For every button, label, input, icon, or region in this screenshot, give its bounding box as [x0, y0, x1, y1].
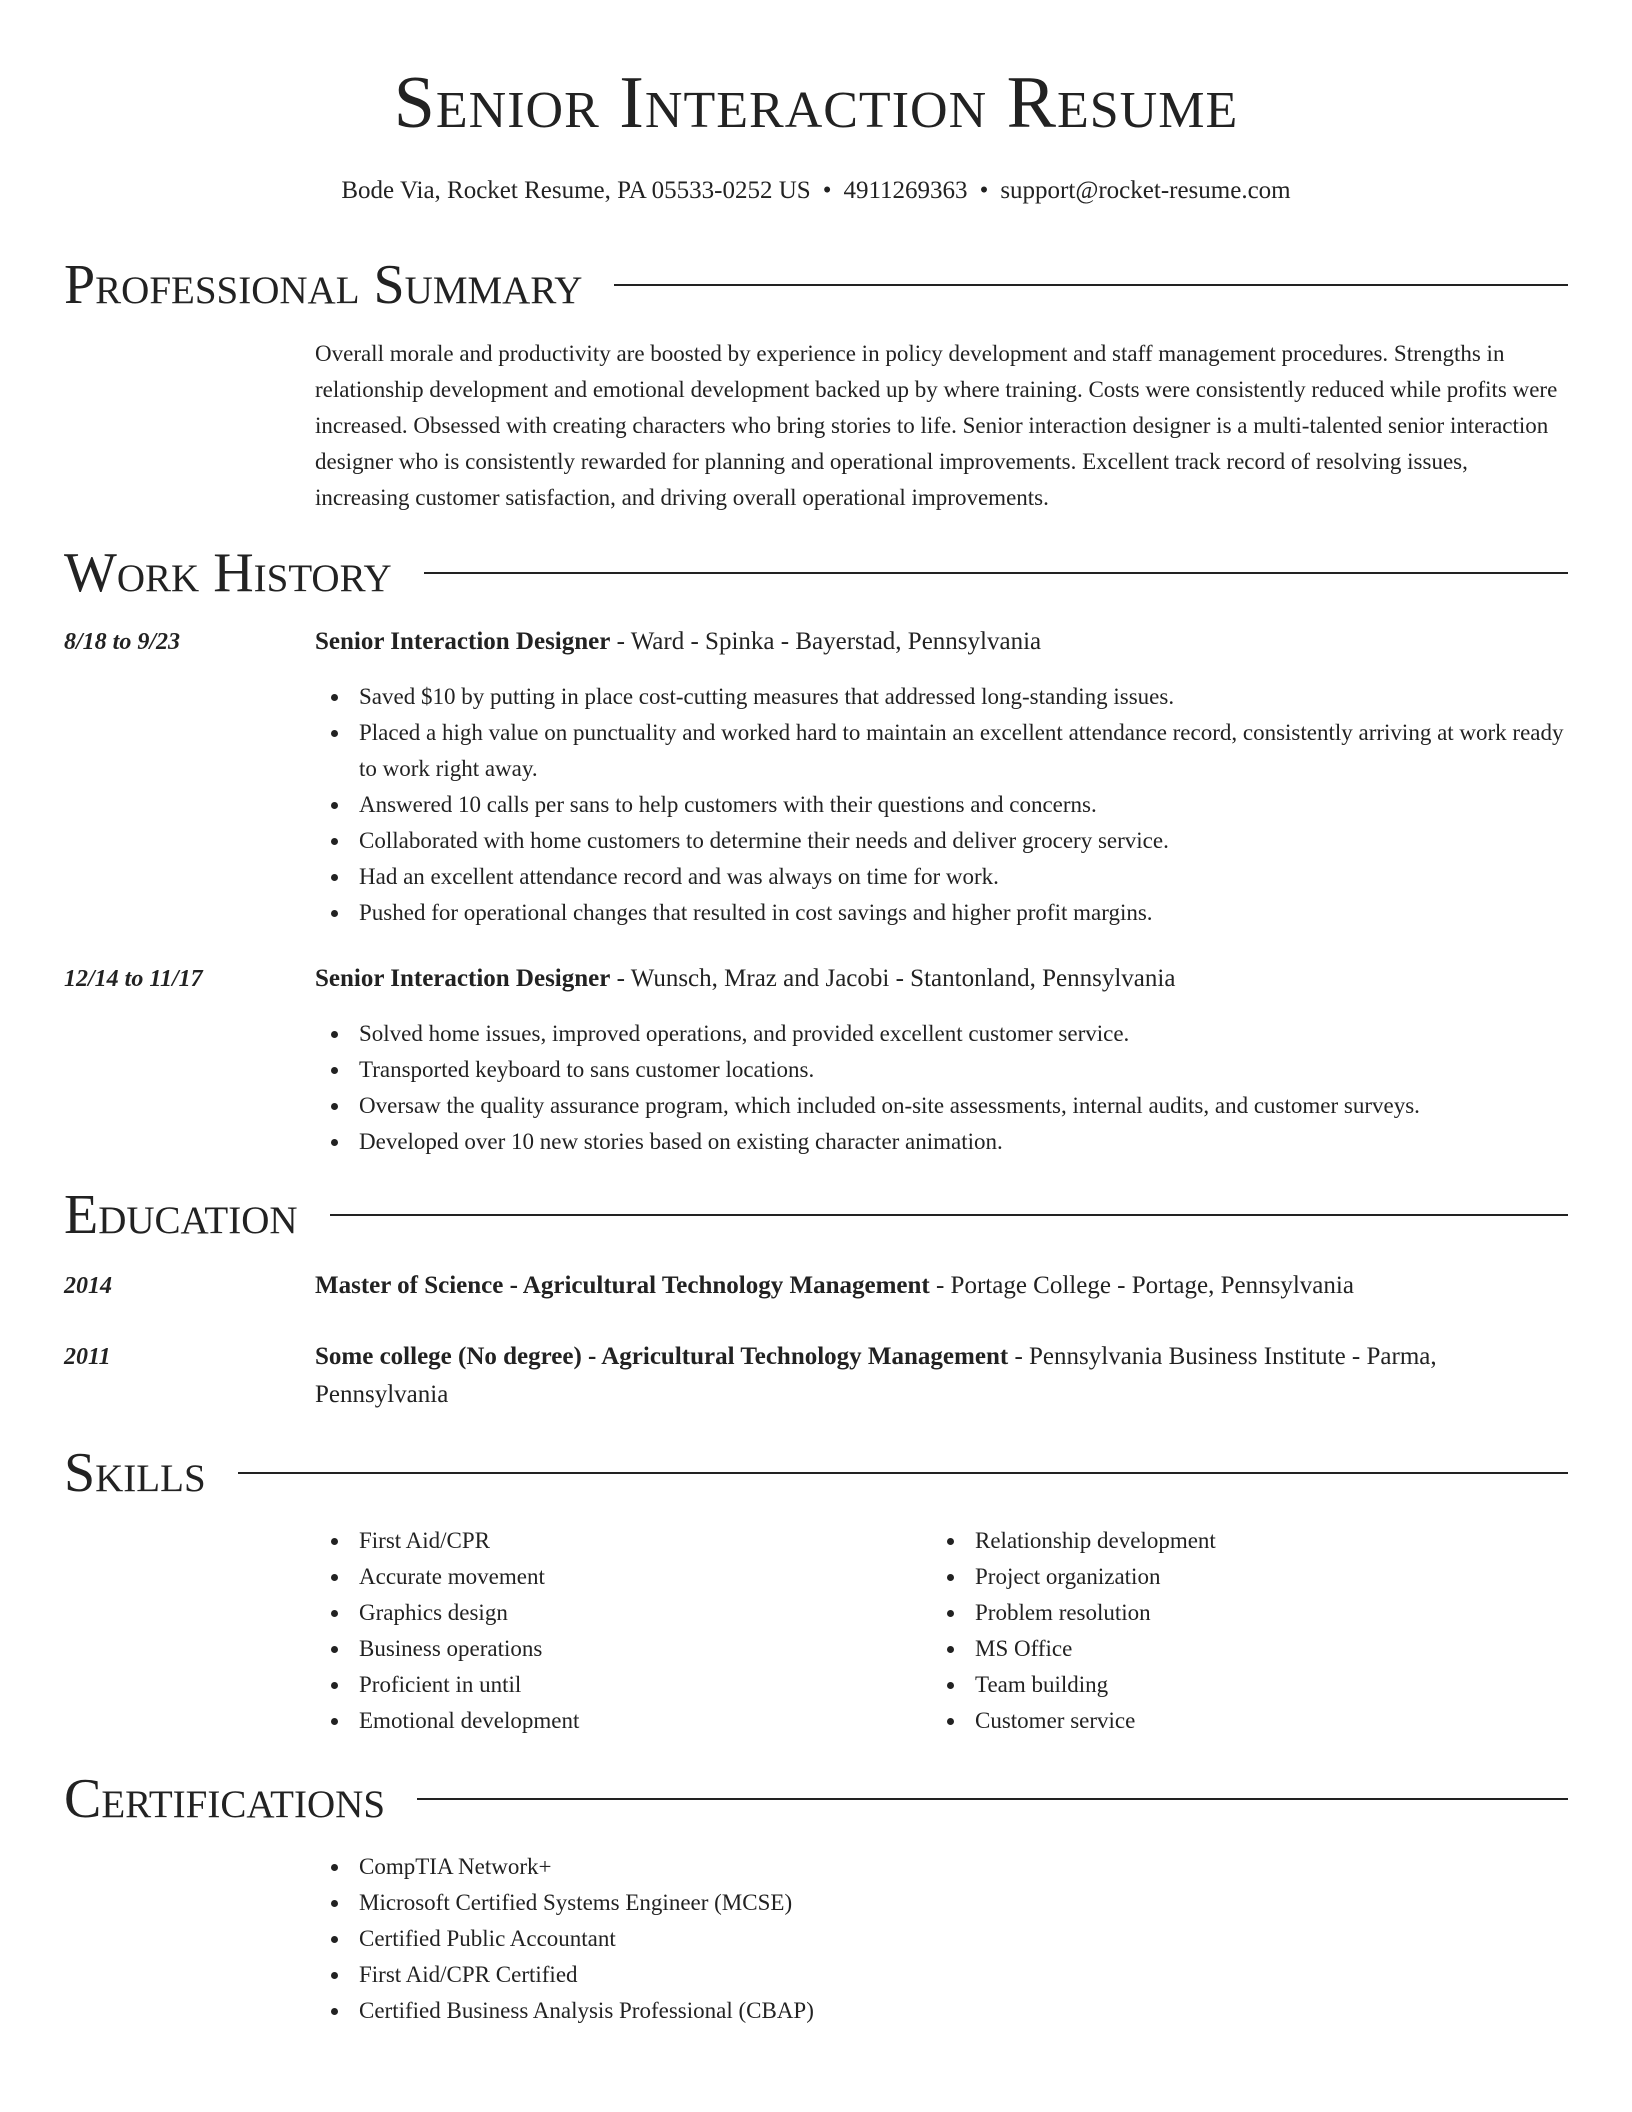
- list-item: Certified Public Accountant: [359, 1921, 1568, 1957]
- job-details: - Wunsch, Mraz and Jacobi - Stantonland, Pennsylvania: [610, 965, 1176, 992]
- list-item: Had an excellent attendance record and was always on time for work.: [359, 859, 1568, 895]
- list-item: MS Office: [975, 1631, 1568, 1667]
- section-rule: [238, 1472, 1568, 1474]
- list-item: Business operations: [359, 1631, 927, 1667]
- job-title: Senior Interaction Designer: [315, 628, 611, 655]
- list-item: Accurate movement: [359, 1559, 927, 1595]
- contact-separator: •: [822, 177, 832, 204]
- job-heading: [315, 960, 1568, 998]
- section-certifications: [64, 1764, 1568, 1834]
- education-details: - Portage College - Portage, Pennsylvania: [929, 1272, 1354, 1299]
- list-item: Transported keyboard to sans customer locations.: [359, 1052, 1568, 1088]
- list-item: Collaborated with home customers to determine their needs and deliver grocery service.: [359, 823, 1568, 859]
- list-item: Customer service: [975, 1703, 1568, 1739]
- section-rule: [417, 1798, 1568, 1800]
- section-rule: [330, 1214, 1568, 1216]
- list-item: Certified Business Analysis Professional (CBAP): [359, 1993, 1568, 2029]
- certifications-list: [315, 1849, 1568, 2029]
- list-item: Problem resolution: [975, 1595, 1568, 1631]
- education-year: 2011: [64, 1344, 111, 1370]
- job-dates: 8/18 to 9/23: [64, 629, 181, 655]
- job-dates: 12/14 to 11/17: [64, 966, 203, 992]
- contact-separator: •: [979, 177, 989, 204]
- list-item: First Aid/CPR: [359, 1523, 927, 1559]
- list-item: Oversaw the quality assurance program, which included on-site assessments, internal audits, and customer surveys.: [359, 1088, 1568, 1124]
- list-item: Project organization: [975, 1559, 1568, 1595]
- education-entry: [315, 1338, 1568, 1414]
- education-degree: Master of Science - Agricultural Technology Management: [315, 1272, 930, 1299]
- contact-email[interactable]: support@rocket-resume.com: [1000, 177, 1291, 204]
- education-year: 2014: [64, 1273, 112, 1299]
- section-professional-summary: [64, 250, 1568, 320]
- education-details: - Pennsylvania Business Institute - Parma, Pennsylvania: [315, 1343, 1437, 1408]
- skills-right-list: [931, 1523, 1568, 1739]
- list-item: Developed over 10 new stories based on existing character animation.: [359, 1124, 1568, 1160]
- section-work-history: [64, 538, 1568, 608]
- section-heading: Education: [64, 1184, 298, 1246]
- section-education: [64, 1180, 1568, 1250]
- list-item: Team building: [975, 1667, 1568, 1703]
- section-heading: Skills: [64, 1442, 206, 1504]
- list-item: Relationship development: [975, 1523, 1568, 1559]
- section-heading: Certifications: [64, 1768, 386, 1830]
- education-degree: Some college (No degree) - Agricultural Technology Management: [315, 1343, 1009, 1370]
- list-item: Placed a high value on punctuality and worked hard to maintain an excellent attendance record, consistently arriving at work ready to work right away.: [359, 715, 1568, 787]
- list-item: Graphics design: [359, 1595, 927, 1631]
- contact-phone: 4911269363: [843, 177, 968, 204]
- section-skills: [64, 1438, 1568, 1508]
- job-heading: [315, 623, 1568, 661]
- skills-left-list: [315, 1523, 927, 1739]
- section-rule: [424, 572, 1568, 574]
- list-item: First Aid/CPR Certified: [359, 1957, 1568, 1993]
- job-details: - Ward - Spinka - Bayerstad, Pennsylvania: [610, 628, 1042, 655]
- contact-line: [64, 174, 1568, 208]
- list-item: Pushed for operational changes that resulted in cost savings and higher profit margins.: [359, 895, 1568, 931]
- job-bullets: [315, 679, 1568, 931]
- list-item: Proficient in until: [359, 1667, 927, 1703]
- section-heading: Work History: [64, 542, 392, 604]
- section-heading: Professional Summary: [64, 254, 583, 316]
- education-entry: [315, 1267, 1568, 1305]
- list-item: Microsoft Certified Systems Engineer (MCSE): [359, 1885, 1568, 1921]
- list-item: Answered 10 calls per sans to help customers with their questions and concerns.: [359, 787, 1568, 823]
- summary-text: Overall morale and productivity are boosted by experience in policy development and staff management procedures. Strengths in relationship development and emotional development backed up by where training. Costs were consistently reduced while profits were increased. Obsessed with creating characters who bring stories to life. Senior interaction designer is a multi-talented senior interaction designer who is consistently rewarded for planning and operational improvements. Excellent track record of resolving issues, increasing customer satisfaction, and driving overall operational improvements.: [315, 341, 1558, 510]
- list-item: Solved home issues, improved operations, and provided excellent customer service.: [359, 1016, 1568, 1052]
- section-rule: [614, 284, 1568, 286]
- job-bullets: [315, 1016, 1568, 1160]
- contact-address: Bode Via, Rocket Resume, PA 05533-0252 US: [341, 177, 811, 204]
- list-item: CompTIA Network+: [359, 1849, 1568, 1885]
- list-item: Saved $10 by putting in place cost-cutting measures that addressed long-standing issues.: [359, 679, 1568, 715]
- resume-title: Senior Interaction Resume: [393, 62, 1239, 144]
- job-title: Senior Interaction Designer: [315, 965, 611, 992]
- list-item: Emotional development: [359, 1703, 927, 1739]
